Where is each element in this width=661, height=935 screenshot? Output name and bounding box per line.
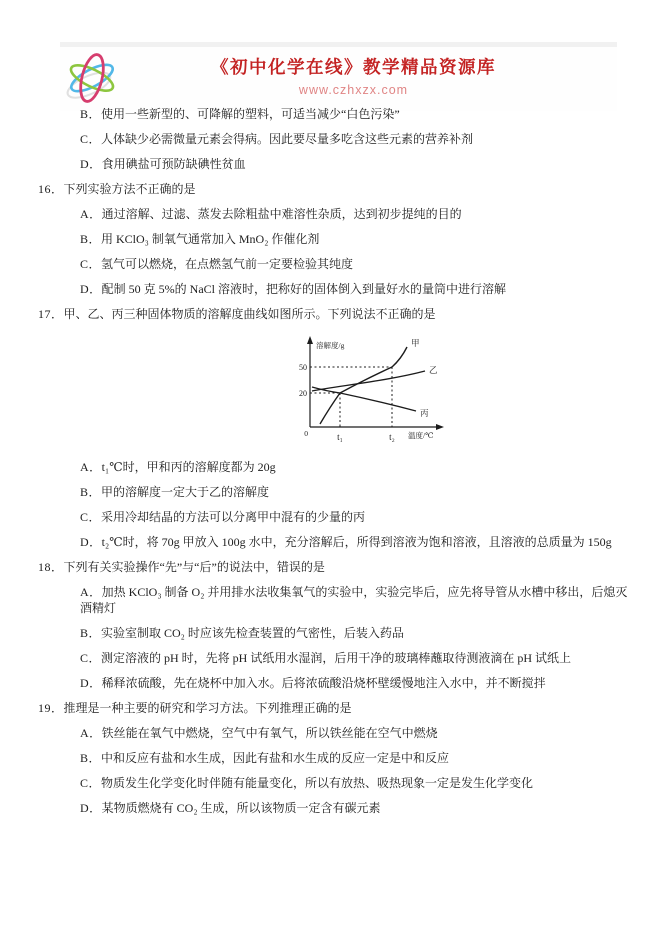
option-label: A． bbox=[80, 585, 102, 599]
option-label: C． bbox=[80, 132, 102, 146]
atom-logo-icon bbox=[64, 49, 120, 109]
option-text: 配制 50 克 5%的 NaCl 溶液时，把称好的固体倒入到量好水的量筒中进行溶解 bbox=[101, 282, 507, 296]
y-tick-50: 50 bbox=[299, 363, 307, 372]
option-text: 铁丝能在氧气中燃烧，空气中有氧气，所以铁丝能在空气中燃烧 bbox=[101, 726, 438, 740]
option-text: 采用冷却结晶的方法可以分离甲中混有的少量的丙 bbox=[101, 510, 366, 524]
option-label: B． bbox=[80, 107, 102, 121]
option-label: C． bbox=[80, 257, 102, 271]
series-label-yi: 乙 bbox=[429, 365, 438, 375]
q15-option-b bbox=[80, 106, 632, 122]
q17-option-d bbox=[80, 534, 632, 550]
series-label-bing: 丙 bbox=[420, 408, 429, 418]
q16-option-a bbox=[80, 206, 632, 222]
option-label: D． bbox=[80, 157, 102, 171]
q19-option-a bbox=[80, 725, 632, 741]
option-text: 使用一些新型的、可降解的塑料，可适当减少“白色污染” bbox=[101, 107, 400, 121]
option-label: D． bbox=[80, 535, 102, 549]
q18-option-a bbox=[80, 584, 632, 616]
option-text: 加热 KClO₃ 制备 O₂ 并用排水法收集氧气的实验中，实验完毕后，应先将导管从水槽中移出，后熄灭酒精灯 bbox=[80, 585, 628, 615]
option-text: 测定溶液的 pH 时，先将 pH 试纸用水湿润，后用干净的玻璃棒蘸取待测液滴在 pH 试纸上 bbox=[101, 651, 572, 665]
q17-option-b bbox=[80, 484, 632, 500]
x-axis-arrow-icon bbox=[436, 424, 444, 430]
curve-yi bbox=[312, 371, 425, 391]
option-label: C． bbox=[80, 776, 102, 790]
site-title: 《初中化学在线》教学精品资源库 bbox=[211, 57, 496, 77]
q17-option-a bbox=[80, 459, 632, 475]
question-number: 18． bbox=[38, 560, 64, 574]
question-number: 16． bbox=[38, 182, 64, 196]
q16-option-c bbox=[80, 256, 632, 272]
y-axis-arrow-icon bbox=[307, 336, 313, 344]
option-text: 物质发生化学变化时伴随有能量变化，所以有放热、吸热现象一定是发生化学变化 bbox=[101, 776, 534, 790]
option-text: 氢气可以燃烧，在点燃氢气前一定要检验其纯度 bbox=[101, 257, 354, 271]
option-label: B． bbox=[80, 485, 102, 499]
origin-label: 0 bbox=[304, 429, 308, 438]
option-text: t₁℃时，甲和丙的溶解度都为 20g bbox=[101, 460, 276, 474]
header-text-block bbox=[130, 47, 617, 97]
q16-stem bbox=[38, 181, 638, 197]
option-label: D． bbox=[80, 282, 102, 296]
q18-option-c bbox=[80, 650, 632, 666]
option-text: 用 KClO₃ 制氧气通常加入 MnO₂ 作催化剂 bbox=[101, 232, 320, 246]
exam-content bbox=[38, 106, 638, 825]
q15-option-d bbox=[80, 156, 632, 172]
option-text: 食用碘盐可预防缺碘性贫血 bbox=[101, 157, 246, 171]
option-label: A． bbox=[80, 460, 102, 474]
solubility-curve-chart bbox=[282, 331, 454, 451]
option-text: 中和反应有盐和水生成，因此有盐和水生成的反应一定是中和反应 bbox=[101, 751, 450, 765]
option-text: 某物质燃烧有 CO₂ 生成，所以该物质一定含有碳元素 bbox=[101, 801, 381, 815]
q16-option-b bbox=[80, 231, 632, 247]
q19-stem bbox=[38, 700, 638, 716]
q16-option-d bbox=[80, 281, 632, 297]
series-label-jia: 甲 bbox=[411, 338, 420, 348]
question-text: 甲、乙、丙三种固体物质的溶解度曲线如图所示。下列说法不正确的是 bbox=[63, 307, 436, 321]
option-text: 通过溶解、过滤、蒸发去除粗盐中难溶性杂质，达到初步提纯的目的 bbox=[101, 207, 462, 221]
option-label: A． bbox=[80, 207, 102, 221]
curve-jia bbox=[320, 347, 407, 424]
question-text: 下列实验方法不正确的是 bbox=[63, 182, 196, 196]
q15-option-c bbox=[80, 131, 632, 147]
option-label: B． bbox=[80, 626, 102, 640]
option-label: D． bbox=[80, 801, 102, 815]
site-logo bbox=[60, 47, 130, 114]
option-label: C． bbox=[80, 651, 102, 665]
question-number: 19． bbox=[38, 701, 64, 715]
x-tick-t1: t₁ bbox=[337, 432, 343, 442]
curve-bing bbox=[312, 387, 416, 411]
question-number: 17． bbox=[38, 307, 64, 321]
question-text: 推理是一种主要的研究和学习方法。下列推理正确的是 bbox=[63, 701, 352, 715]
q18-option-d bbox=[80, 675, 632, 691]
solubility-curve-figure bbox=[282, 331, 454, 451]
option-text: 人体缺少必需微量元素会得病。因此要尽量多吃含这些元素的营养补剂 bbox=[101, 132, 474, 146]
x-axis-label: 温度/℃ bbox=[408, 431, 434, 440]
option-label: D． bbox=[80, 676, 102, 690]
x-tick-t2: t₂ bbox=[389, 432, 395, 442]
option-label: B． bbox=[80, 232, 102, 246]
site-header bbox=[60, 47, 617, 111]
question-text: 下列有关实验操作“先”与“后”的说法中，错误的是 bbox=[63, 560, 325, 574]
site-url[interactable]: www.czhxzx.com bbox=[298, 83, 409, 97]
q17-stem bbox=[38, 306, 638, 322]
q18-option-b bbox=[80, 625, 632, 641]
option-text: t₂℃时，将 70g 甲放入 100g 水中，充分溶解后，所得到溶液为饱和溶液，且溶液的总质量为 150g bbox=[101, 535, 612, 549]
q18-stem bbox=[38, 559, 638, 575]
y-tick-20: 20 bbox=[299, 389, 307, 398]
option-text: 甲的溶解度一定大于乙的溶解度 bbox=[101, 485, 270, 499]
option-label: C． bbox=[80, 510, 102, 524]
y-axis-label: 溶解度/g bbox=[316, 341, 345, 350]
q17-option-c bbox=[80, 509, 632, 525]
option-text: 稀释浓硫酸，先在烧杯中加入水。后将浓硫酸沿烧杯壁缓慢地注入水中，并不断搅拌 bbox=[101, 676, 546, 690]
option-label: B． bbox=[80, 751, 102, 765]
q19-option-c bbox=[80, 775, 632, 791]
q19-option-b bbox=[80, 750, 632, 766]
option-label: A． bbox=[80, 726, 102, 740]
option-text: 实验室制取 CO₂ 时应该先检查装置的气密性，后装入药品 bbox=[101, 626, 404, 640]
q19-option-d bbox=[80, 800, 632, 816]
